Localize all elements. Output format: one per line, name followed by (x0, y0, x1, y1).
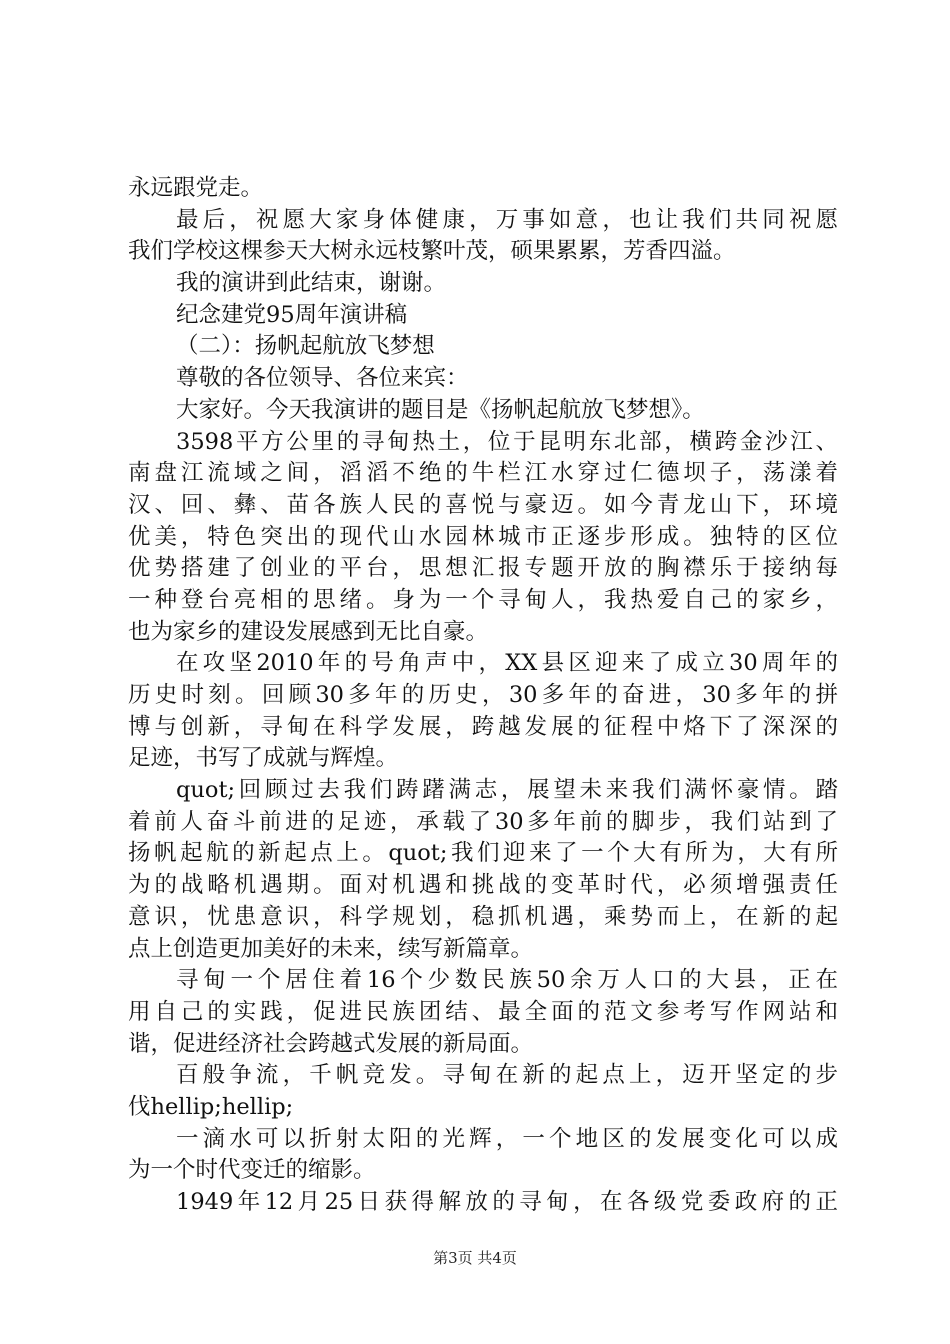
text-line: 伐hellip;hellip; (128, 1093, 294, 1120)
text-line: 谐，促进经济社会跨越式发展的新局面。 (128, 1030, 534, 1057)
text-line: 意识，忧患意识，科学规划，稳抓机遇，乘势而上，在新的起 (128, 903, 838, 930)
text-line: 汉、回、彝、苗各族人民的喜悦与豪迈。如今青龙山下，环境 (128, 491, 838, 518)
text-line: 在攻坚2010年的号角声中，XX县区迎来了成立30周年的 (176, 650, 838, 677)
text-line: 百般争流，千帆竞发。寻甸在新的起点上，迈开坚定的步 (176, 1062, 838, 1089)
text-line: 足迹，书写了成就与辉煌。 (128, 745, 399, 772)
text-line: 我的演讲到此结束，谢谢。 (176, 270, 447, 297)
text-line: 用自己的实践，促进民族团结、最全面的范文参考写作网站和 (128, 998, 838, 1025)
text-line: 永远跟党走。 (128, 175, 264, 201)
text-line: 扬帆起航的新起点上。quot;我们迎来了一个大有所为，大有所 (128, 840, 838, 867)
text-line: quot;回顾过去我们踌躇满志，展望未来我们满怀豪情。踏 (176, 777, 838, 804)
text-line: 着前人奋斗前进的足迹，承载了30多年前的脚步，我们站到了 (128, 808, 838, 835)
text-line: 一种登台亮相的思绪。身为一个寻甸人，我热爱自己的家乡， (128, 586, 838, 613)
text-line: 优势搭建了创业的平台，思想汇报专题开放的胸襟乐于接纳每 (128, 555, 838, 582)
text-line: 寻甸一个居住着16个少数民族50余万人口的大县，正在 (176, 967, 838, 994)
text-line: 3598平方公里的寻甸热土，位于昆明东北部，横跨金沙江、 (176, 428, 838, 455)
text-line: 博与创新，寻甸在科学发展，跨越发展的征程中烙下了深深的 (128, 713, 838, 740)
text-line: 优美，特色突出的现代山水园林城市正逐步形成。独特的区位 (128, 523, 838, 550)
text-line: 大家好。今天我演讲的题目是《扬帆起航放飞梦想》。 (176, 396, 705, 423)
text-line: （二）：扬帆起航放飞梦想 (176, 333, 435, 360)
body-text (128, 173, 838, 1219)
text-line: 最后，祝愿大家身体健康，万事如意，也让我们共同祝愿 (176, 206, 838, 233)
text-line: 为的战略机遇期。面对机遇和挑战的变革时代，必须增强责任 (128, 872, 838, 899)
text-line: 尊敬的各位领导、各位来宾： (176, 365, 469, 392)
text-line: 南盘江流域之间，滔滔不绝的牛栏江水穿过仁德坝子，荡漾着 (128, 460, 838, 487)
text-line: 也为家乡的建设发展感到无比自豪。 (128, 618, 489, 645)
text-line: 1949年12月25日获得解放的寻甸，在各级党委政府的正 (176, 1189, 838, 1215)
text-line: 一滴水可以折射太阳的光辉，一个地区的发展变化可以成 (176, 1125, 838, 1152)
text-line: 我们学校这棵参天大树永远枝繁叶茂，硕果累累，芳香四溢。 (128, 238, 736, 265)
text-line: 点上创造更加美好的未来，续写新篇章。 (128, 935, 534, 962)
text-line: 纪念建党95周年演讲稿 (176, 301, 408, 328)
text-line: 历史时刻。回顾30多年的历史，30多年的奋进，30多年的拼 (128, 682, 838, 708)
text-line: 为一个时代变迁的缩影。 (128, 1157, 376, 1184)
page-footer: 第3页 共4页 (433, 1249, 517, 1267)
